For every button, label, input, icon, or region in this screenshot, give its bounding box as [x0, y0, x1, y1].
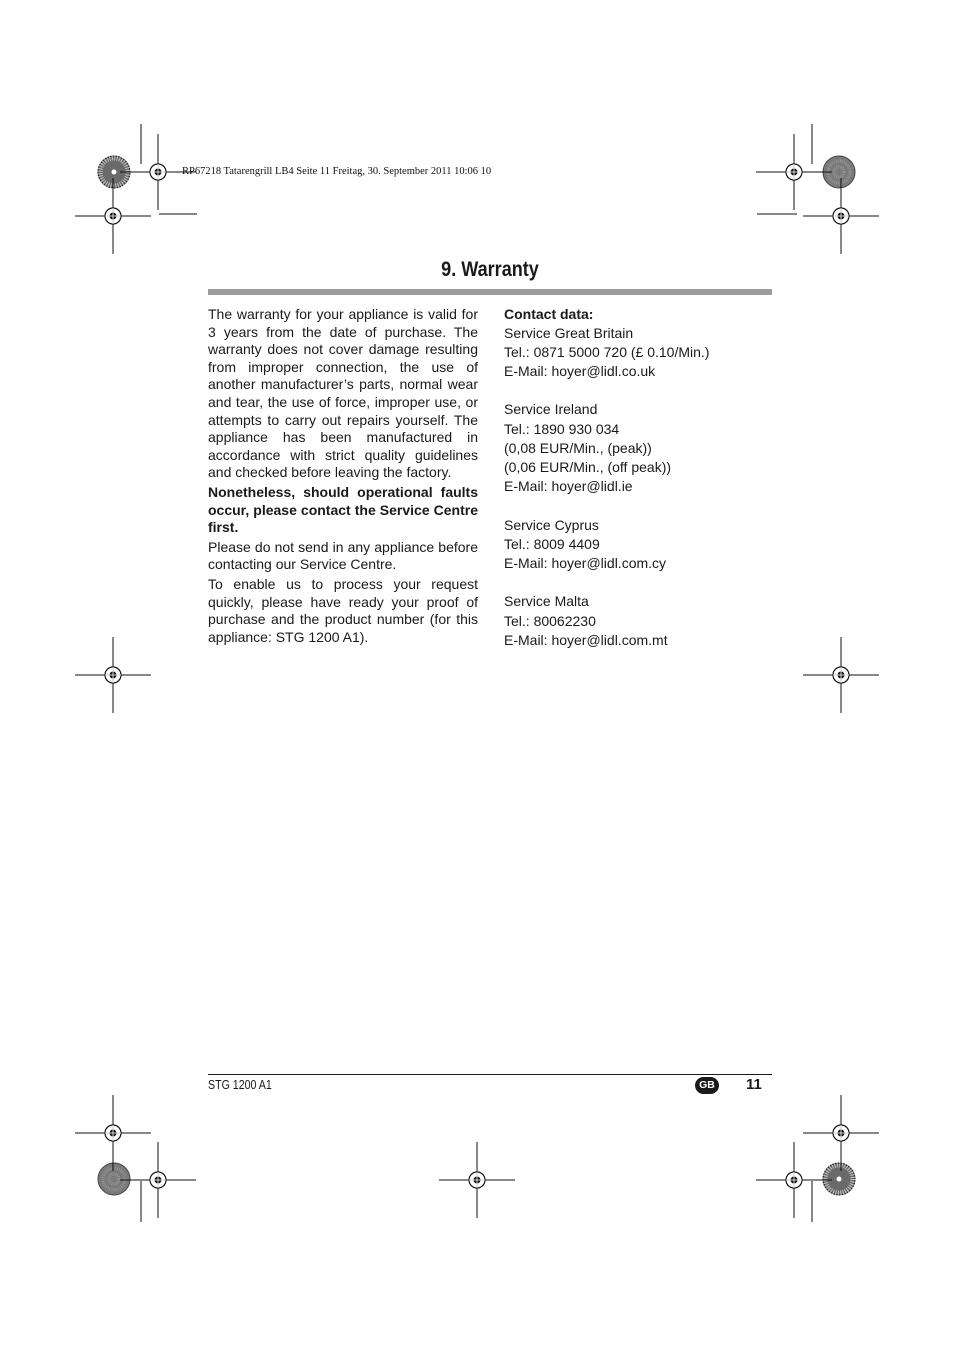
- title-rule: [208, 289, 772, 295]
- service-name: Service Great Britain: [504, 324, 634, 341]
- service-email: E-Mail: hoyer@lidl.ie: [504, 478, 633, 495]
- fault-notice: Nonetheless, should operational faults occur, please contact the Service Centre first.: [208, 483, 478, 536]
- service-email: E-Mail: hoyer@lidl.com.mt: [504, 631, 668, 648]
- service-mt: [504, 592, 772, 650]
- service-email: E-Mail: hoyer@lidl.co.uk: [504, 363, 656, 379]
- service-tel: Tel.: 1890 930 034: [504, 420, 620, 437]
- contact-heading: Contact data:: [504, 306, 594, 322]
- page-number: 11: [746, 1076, 762, 1093]
- service-name: Service Malta: [504, 593, 589, 610]
- request-notice: To enable us to process your request quickly, please have ready your proof of purchase and the product number (for this appliance: STG 1200 A1).: [208, 575, 478, 645]
- footer-rule: [208, 1074, 772, 1075]
- warranty-paragraph: The warranty for your appliance is valid for 3 years from the date of purchase. The warranty does not cover damage resulting from improper connection, the use of another manufacturer’s parts, normal wear and tear, the use of force, improper use, or attempts to carry out repairs yourself. The appliance has been manufactured in accordance with strict quality guidelines and checked before leaving the factory.: [208, 306, 478, 481]
- service-ie: [504, 400, 772, 496]
- service-tel: Tel.: 0871 5000 720 (£ 0.10/Min.): [504, 343, 710, 360]
- footer-model: STG 1200 A1: [208, 1078, 272, 1092]
- service-gb: [504, 324, 772, 382]
- service-tel: Tel.: 80062230: [504, 612, 596, 629]
- send-notice: Please do not send in any appliance before contacting our Service Centre.: [208, 538, 478, 573]
- contact-column: [504, 306, 772, 669]
- service-name: Service Ireland: [504, 401, 598, 418]
- service-rate-peak: (0,08 EUR/Min., (peak)): [504, 439, 652, 456]
- service-email: E-Mail: hoyer@lidl.com.cy: [504, 555, 667, 571]
- service-tel: Tel.: 8009 4409: [504, 535, 600, 552]
- page-title: 9. Warranty: [441, 258, 539, 281]
- service-cy: [504, 516, 772, 574]
- warranty-text-column: [208, 306, 478, 648]
- service-name: Service Cyprus: [504, 516, 599, 533]
- language-badge: GB: [695, 1077, 719, 1094]
- service-rate-offpeak: (0,06 EUR/Min., (off peak)): [504, 459, 672, 475]
- print-slug: RP67218 Tatarengrill LB4 Seite 11 Freitag, 30. September 2011 10:06 10: [182, 166, 492, 177]
